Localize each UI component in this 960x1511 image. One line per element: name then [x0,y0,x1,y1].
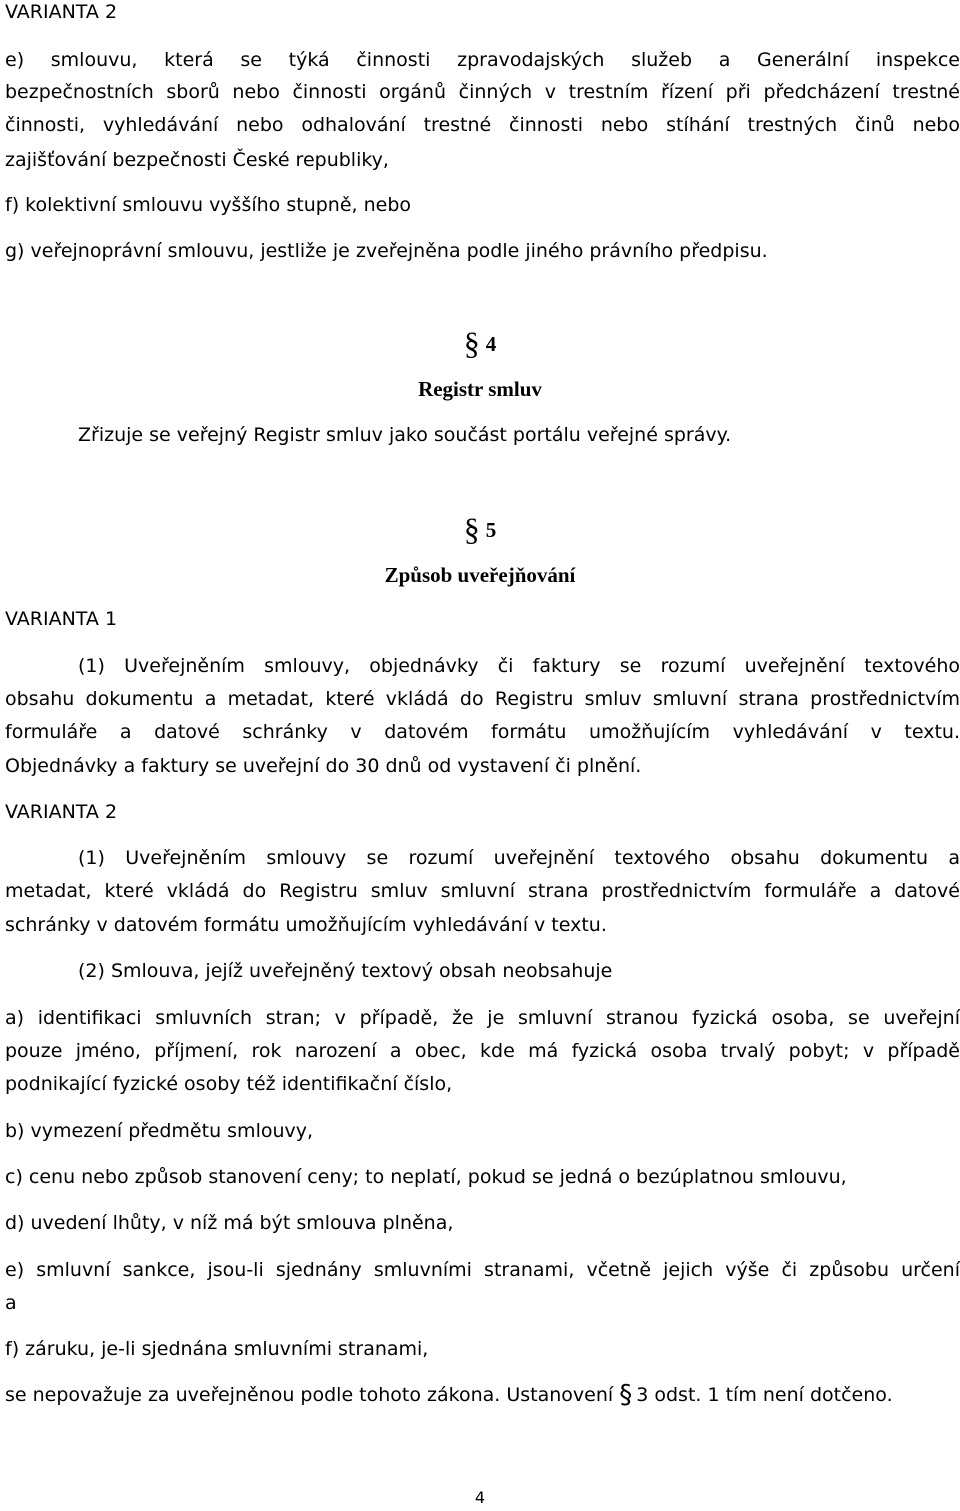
variant-1-para-1-line-4: Objednávky a faktury se uveřejní do 30 dnů od vystavení či plnění. [5,755,642,777]
item-a-line-3: podnikající fyzické osoby též identifikační číslo, [5,1073,453,1095]
closing-text: se nepovažuje za uveřejněnou podle tohoto zákona. Ustanovení [5,1384,614,1406]
item-e-line-2: a [5,1292,17,1314]
section-sign: § [463,511,480,547]
closing-reference: 3 odst. 1 tím není dotčeno. [636,1384,893,1406]
variant-1-para-1-line-1: (1) Uveřejněním smlouvy, objednávky či faktury se rozumí uveřejnění textového [78,655,960,677]
variant-2-para-1-line-3: schránky v datovém formátu umožňujícím vyhledávání v textu. [5,914,607,936]
variant-2-label: VARIANTA 2 [5,801,118,823]
closing-sentence [5,1380,893,1410]
section-4-digit: 4 [485,332,497,356]
list-item-e-line-1: e) smlouvu, která se týká činnosti zpravodajských služeb a Generální inspekce [5,49,960,71]
section-5-number [0,511,960,547]
item-e-line-1: e) smluvní sankce, jsou-li sjednány smluvními stranami, včetně jejich výše či způsobu určení [5,1259,960,1281]
variant-2-para-1-line-2: metadat, které vkládá do Registru smluv smluvní strana prostřednictvím formuláře a datové [5,880,960,902]
section-4-number [0,325,960,361]
item-c: c) cenu nebo způsob stanovení ceny; to neplatí, pokud se jedná o bezúplatnou smlouvu, [5,1166,847,1188]
list-item-f: f) kolektivní smlouvu vyššího stupně, nebo [5,194,412,216]
item-a-line-1: a) identifikaci smluvních stran; v případě, že je smluvní stranou fyzická osoba, se uveřejní [5,1007,960,1029]
section-5-heading: Způsob uveřejňování [384,563,576,587]
variant-label-top: VARIANTA 2 [5,1,118,23]
list-item-e-line-4: zajišťování bezpečnosti České republiky, [5,149,389,171]
section-sign: § [463,325,480,361]
item-f: f) záruku, je-li sjednána smluvními stranami, [5,1338,429,1360]
item-a-line-2: pouze jméno, příjmení, rok narození a obec, kde má fyzická osoba trvalý pobyt; v případě [5,1040,960,1062]
list-item-e-line-2: bezpečnostních sborů nebo činnosti orgánů činných v trestním řízení při předcházení trestné [5,81,960,103]
variant-2-para-1-line-1: (1) Uveřejněním smlouvy se rozumí uveřejnění textového obsahu dokumentu a [78,847,960,869]
section-5-digit: 5 [485,518,497,542]
variant-1-para-1-line-3: formuláře a datové schránky v datovém formátu umožňujícím vyhledávání v textu. [5,721,960,743]
list-item-e-line-3: činnosti, vyhledávání nebo odhalování trestné činnosti nebo stíhání trestných činů nebo [5,114,960,136]
item-d: d) uvedení lhůty, v níž má být smlouva plněna, [5,1212,454,1234]
variant-2-para-2: (2) Smlouva, jejíž uveřejněný textový obsah neobsahuje [78,960,613,982]
list-item-g: g) veřejnoprávní smlouvu, jestliže je zveřejněna podle jiného právního předpisu. [5,240,768,262]
section-4-heading: Registr smluv [418,377,542,401]
page-number: 4 [474,1488,486,1507]
variant-1-para-1-line-2: obsahu dokumentu a metadat, které vkládá do Registru smluv smluvní strana prostřednictvím [5,688,960,710]
variant-1-label: VARIANTA 1 [5,608,118,630]
item-b: b) vymezení předmětu smlouvy, [5,1120,314,1142]
section-sign: § [619,1380,633,1410]
section-4-body: Zřizuje se veřejný Registr smluv jako součást portálu veřejné správy. [78,424,732,446]
